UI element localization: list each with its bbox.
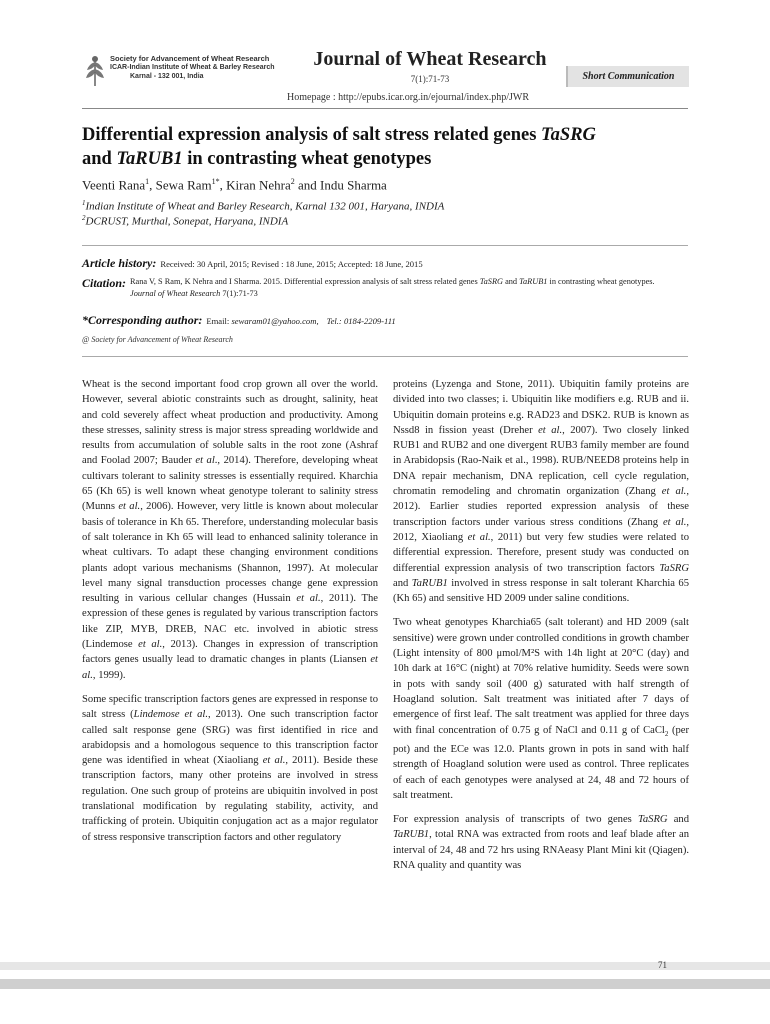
corr-email[interactable]: sewaram01@yahoo.com, — [231, 316, 319, 326]
citation-gene2: TaRUB1 — [519, 277, 548, 286]
lp1-c: ., 2014). Therefore, developing wheat cultivars tolerant to salinity stresses is essentially required. Kharchia 65 (Kh 65) is well known wheat genotype tolerant to salinity stress (Munns — [82, 455, 378, 513]
title-part1: Differential expression analysis of salt stress related genes — [82, 125, 542, 145]
affiliation-1-number: 1 — [82, 199, 86, 207]
citation-label: Citation: — [82, 276, 127, 290]
title-divider — [82, 245, 688, 246]
rp3-a: For expression analysis of transcripts of two genes — [393, 814, 638, 826]
rp1-f: et al. — [662, 516, 687, 528]
lp1-a: Wheat is the second important food crop grown all over the world. However, several abiotic constraints such as drought, salinity, heat and cold severely affect wheat production and productivity. Among these stresses, salinity stress is major stress spreading worldwide and results from accumulation of soluble salts in the root zone (Ashraf and Foolad 2007; Bauder — [82, 379, 378, 467]
article-type-badge: Short Communication — [566, 66, 689, 87]
author-4: Indu Sharma — [320, 177, 387, 193]
rp1-k: and — [393, 577, 412, 589]
wheat-emblem-icon — [82, 54, 108, 88]
lp1-d: et al. — [118, 501, 141, 513]
logo-line2: ICAR-Indian Institute of Wheat & Barley Research — [110, 64, 275, 71]
citation-journal: Journal of Wheat Research — [130, 289, 221, 298]
body-left-column — [82, 377, 378, 854]
corr-tel: Tel.: 0184-2209-111 — [326, 316, 396, 326]
lp1-k: , 1999). — [92, 669, 126, 681]
lp2-d: et al. — [262, 755, 286, 767]
homepage-link[interactable]: Homepage : http://epubs.icar.org.in/ejournal/index.php/JWR — [287, 92, 529, 103]
body-right-column — [393, 377, 689, 882]
citation-block — [82, 276, 688, 300]
history-label: Article history: — [82, 256, 157, 270]
right-paragraph-3 — [393, 812, 689, 873]
right-paragraph-1 — [393, 377, 689, 606]
copyright-notice: @ Society for Advancement of Wheat Research — [82, 335, 233, 344]
lp2-b: Lindemose et al. — [133, 709, 208, 721]
rp1-i: , 2011) but very few studies were related to differential expression. Therefore, present study was conducted on differential expression analysis of two transcription factors — [393, 531, 689, 574]
author-3: Kiran Nehra — [226, 177, 291, 193]
lp2-a: Some specific transcription factors genes are expressed in response to salt stress ( — [82, 693, 378, 721]
lp1-g: , 2011). The expression of these genes is regulated by various transcription factors like ZIP, MYB, DREB, NAC etc. involved in abiotic stress (Lindemose — [82, 593, 378, 651]
corresponding-author — [82, 311, 396, 329]
rp2-b: (per pot) and the ECe was 12.0. Plants grown in pots in sand with half strength of Hoagland solution were used as control. Three replicates of each of each genotypes were analysed at 24, 48 and 72 hours of salt treatment. — [393, 724, 689, 801]
affiliation-1 — [82, 199, 444, 213]
paper-title — [82, 123, 688, 171]
citation-part4: 7(1):71-73 — [220, 289, 258, 298]
affiliation-2-number: 2 — [82, 214, 86, 222]
rp1-d: et al. — [661, 486, 687, 498]
rp2-sub: 2 — [664, 729, 669, 738]
article-history — [82, 254, 423, 272]
author-3-affil: 2 — [290, 177, 295, 186]
rp1-g: , 2012, Xiaoliang — [393, 516, 690, 543]
lp1-e: , 2006). However, very little is known about molecular basis of tolerance in Kh 65. Therefore, understanding molecular basis of salt tolerance in Kh 65 will lead to enhanced salinity tolerance in wheat cultivars. To adapt these changing environment conditions plants adopt various mechanisms (Shannon, 1997). At molecular level many signal transduction processes change gene expression resulting in various cellular changes (Hussain — [82, 501, 378, 605]
lp1-f: et al. — [296, 593, 321, 605]
rp3-c: and — [667, 814, 689, 826]
title-gene1: TaSRG — [541, 125, 596, 145]
corr-label: *Corresponding author: — [82, 313, 203, 327]
lp2-c: , 2013). One such transcription factor called salt response gene (SRG) was first identified in rice and arabidopsis and a homologous sequence to this transcription factor gene was identified in wheat (Xiaoliang — [82, 709, 379, 767]
journal-title: Journal of Wheat Research — [313, 48, 547, 70]
affiliation-2-text: DCRUST, Murthal, Sonepat, Haryana, INDIA — [85, 215, 289, 228]
rp1-e: , 2012). Earlier studies reported expression analysis of these transcription factors under various stress conditions (Zhang — [393, 486, 689, 528]
footer-bar — [0, 979, 770, 989]
society-logo — [82, 54, 278, 94]
page-number: 71 — [658, 960, 667, 970]
rp2-a: Two wheat genotypes Kharchia65 (salt tolerant) and HD 2009 (salt sensitive) were grown under controlled conditions in growth chamber (Light intensity of 800 μmol/M²S with 14h light at 20°C (day) and 10h dark at 16°C (night) at 70% relative humidity. Seeds were sown in pots with sandy soil (400 g) saturated with half strength of Hoagland solution. Salt treatment was initiated after 7 days of emergence of first leaf. The salt treatment was applied for three days with final concentration of 0.75 g of NaCl and 0.11 g of CaCl — [393, 617, 689, 736]
author-1-affil: 1 — [145, 177, 150, 186]
author-2-affil: 1* — [211, 177, 220, 186]
lp2-e: , 2011). Beside these transcription factors, many other proteins are involved in stress regulation. One such group of proteins are ubiquitin involved in post translational modification by regulating stability, activity, and trafficking of protein. Ubiquitin conjugation act as a major regulator of stress responsive transcription factors and other regulatory — [82, 755, 378, 843]
rp1-m: involved in stress response in salt tolerant Kharchia 65 (Kh 65) and sensitive HD 2009 under saline conditions. — [393, 577, 690, 605]
lp1-i: , 2013). Changes in expression of transcription factors genes usually lead to dramatic changes in plants (Liansen — [82, 639, 378, 666]
rp1-l: TaRUB1 — [411, 577, 448, 589]
rp1-j: TaSRG — [659, 562, 689, 574]
footer-band — [0, 962, 770, 970]
title-part2: and — [82, 149, 117, 169]
left-paragraph-1 — [82, 377, 378, 683]
rp1-b: et al. — [538, 424, 563, 436]
citation-part1: Rana V, S Ram, K Nehra and I Sharma. 2015. Differential expression analysis of salt stress related genes — [130, 277, 480, 286]
citation-part2: and — [503, 277, 520, 286]
left-paragraph-2 — [82, 692, 378, 845]
volume-issue: 7(1):71-73 — [410, 74, 450, 84]
lp1-b: et al — [195, 455, 215, 467]
affiliation-1-text: Indian Institute of Wheat and Barley Research, Karnal 132 001, Haryana, INDIA — [85, 200, 445, 213]
logo-line1: Society for Advancement of Wheat Research — [110, 54, 270, 63]
header-divider — [82, 108, 688, 109]
society-logo-text — [110, 54, 275, 81]
rp3-e: , total RNA was extracted from roots and leaf blade after an interval of 24, 48 and 72 hrs using RNAeasy Plant Mini kit (Qiagen). RNA quality and quantity was — [393, 829, 689, 872]
author-1: Veenti Rana — [82, 177, 146, 193]
rp3-d: TaRUB1 — [393, 829, 430, 841]
affiliation-2 — [82, 214, 288, 228]
logo-line3: Karnal - 132 001, India — [130, 73, 204, 80]
meta-divider — [82, 356, 688, 357]
author-sep-2: , — [219, 177, 227, 193]
corr-email-label: Email: — [206, 316, 232, 326]
history-dates: Received: 30 April, 2015; Revised : 18 June, 2015; Accepted: 18 June, 2015 — [160, 259, 423, 269]
citation-text — [126, 276, 675, 300]
rp1-h: et al. — [467, 531, 491, 543]
lp1-j: et al. — [82, 654, 378, 681]
lp1-h: et al. — [138, 639, 163, 651]
author-list — [82, 177, 387, 193]
title-gene2: TaRUB1 — [116, 149, 183, 169]
title-part3: in contrasting wheat genotypes — [182, 149, 432, 169]
author-sep-3: and — [294, 177, 321, 193]
citation-part3: in contrasting wheat genotypes. — [547, 277, 655, 286]
citation-gene1: TaSRG — [479, 277, 504, 286]
author-2: Sewa Ram — [155, 177, 212, 193]
rp1-c: , 2007). Two closely linked RUB1 and RUB2 and one divergent RUB3 family member are found in Arabidopsis (Rao-Naik et al., 1998). RUB/NEED8 proteins help in DNA repair mechanism, DNA replication, cell cycle regulation, chromatin remodeling and chromatin organization (Zhang — [393, 424, 689, 498]
rp1-a: proteins (Lyzenga and Stone, 2011). Ubiquitin family proteins are divided into two classes; i. Ubiquitin like modifiers e.g. RUB and ii. Ubiquitin domain proteins e.g. RAD23 and DSK2. RUB is known as Nssd8 in fission yeast (Dreher — [393, 379, 689, 436]
right-paragraph-2 — [393, 615, 689, 803]
rp3-b: TaSRG — [637, 814, 668, 826]
author-sep-1: , — [149, 177, 156, 193]
